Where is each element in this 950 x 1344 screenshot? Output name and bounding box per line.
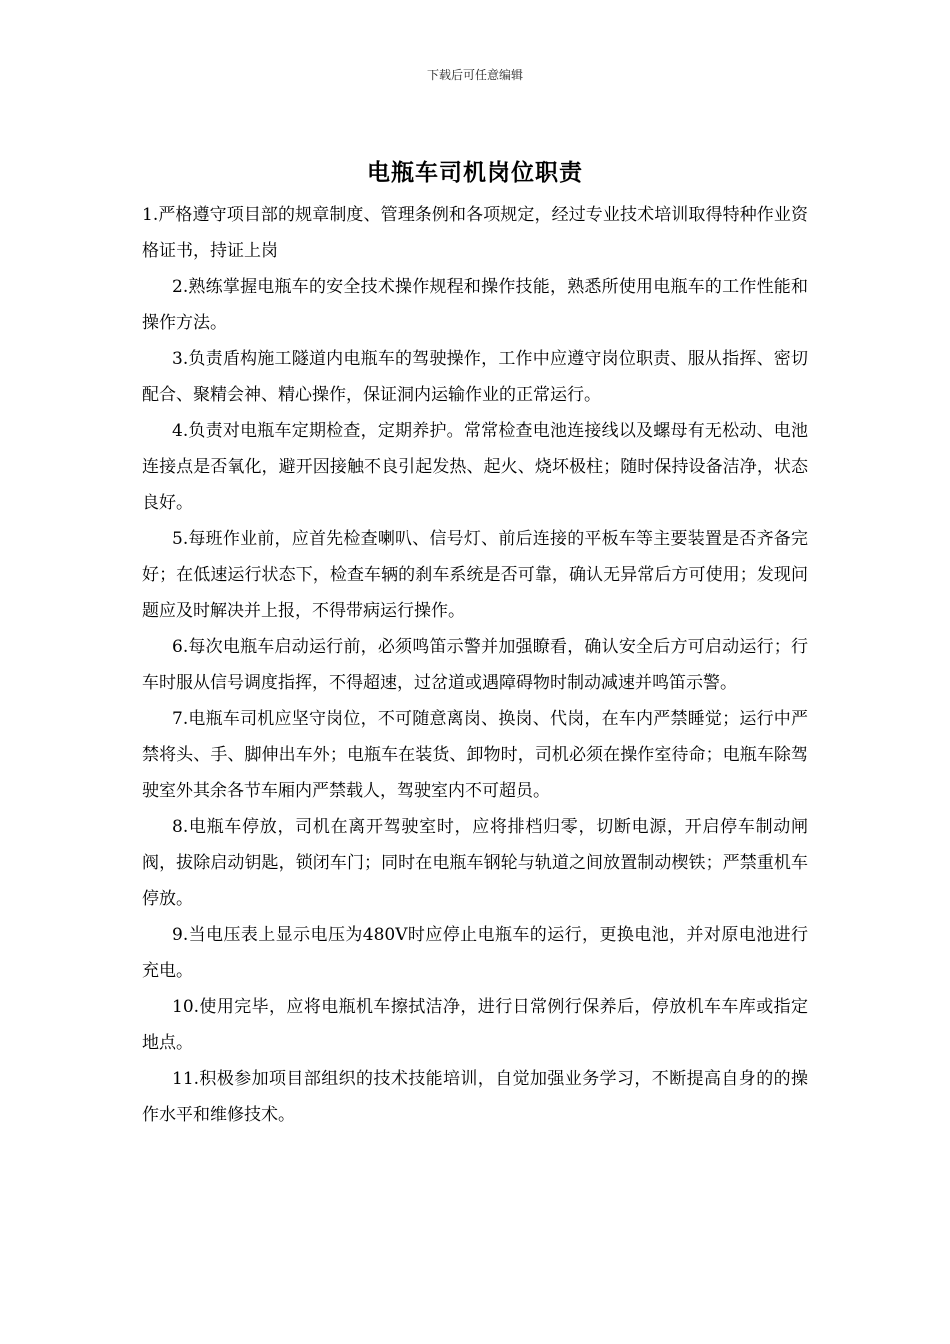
duty-item-8: 8.电瓶车停放，司机在离开驾驶室时，应将排档归零，切断电源，开启停车制动闸阀，拔除启动钥匙，锁闭车门；同时在电瓶车钢轮与轨道之间放置制动楔铁；严禁重机车停放。 <box>142 817 808 909</box>
duty-item-4: 4.负责对电瓶车定期检查，定期养护。常常检查电池连接线以及螺母有无松动、电池连接点是否氧化，避开因接触不良引起发热、起火、烧坏极柱；随时保持设备洁净，状态良好。 <box>142 421 808 513</box>
document-body <box>142 197 808 1133</box>
duty-item-6: 6.每次电瓶车启动运行前，必须鸣笛示警并加强瞭看，确认安全后方可启动运行；行车时服从信号调度指挥，不得超速，过岔道或遇障碍物时制动减速并鸣笛示警。 <box>142 637 808 693</box>
duty-item-7: 7.电瓶车司机应坚守岗位，不可随意离岗、换岗、代岗，在车内严禁睡觉；运行中严禁将头、手、脚伸出车外；电瓶车在装货、卸物时，司机必须在操作室待命；电瓶车除驾驶室外其余各节车厢内严禁载人，驾驶室内不可超员。 <box>142 709 808 801</box>
header-note: 下载后可任意编辑 <box>426 68 523 82</box>
duty-item-5: 5.每班作业前，应首先检查喇叭、信号灯、前后连接的平板车等主要装置是否齐备完好；在低速运行状态下，检查车辆的刹车系统是否可靠，确认无异常后方可使用；发现问题应及时解决并上报，不得带病运行操作。 <box>142 529 808 621</box>
duty-item-11: 11.积极参加项目部组织的技术技能培训，自觉加强业务学习，不断提高自身的的操作水平和维修技术。 <box>142 1069 808 1125</box>
duty-item-1: 1.严格遵守项目部的规章制度、管理条例和各项规定，经过专业技术培训取得特种作业资格证书，持证上岗 <box>142 205 808 261</box>
duty-item-9: 9.当电压表上显示电压为480V时应停止电瓶车的运行，更换电池，并对原电池进行充电。 <box>142 925 808 981</box>
duty-item-3: 3.负责盾构施工隧道内电瓶车的驾驶操作，工作中应遵守岗位职责、服从指挥、密切配合、聚精会神、精心操作，保证洞内运输作业的正常运行。 <box>142 349 808 405</box>
document-title: 电瓶车司机岗位职责 <box>367 159 583 186</box>
duty-item-2: 2.熟练掌握电瓶车的安全技术操作规程和操作技能，熟悉所使用电瓶车的工作性能和操作方法。 <box>142 277 808 333</box>
duty-item-10: 10.使用完毕，应将电瓶机车擦拭洁净，进行日常例行保养后，停放机车车库或指定地点。 <box>142 997 808 1053</box>
